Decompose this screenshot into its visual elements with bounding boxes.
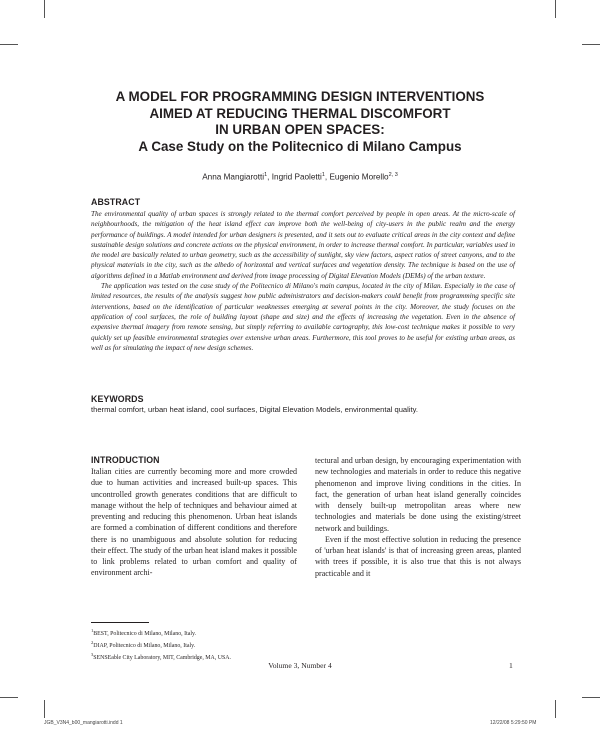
keywords-text: thermal comfort, urban heat island, cool surfaces, Digital Elevation Models, environmental quality.	[91, 405, 418, 414]
crop-mark	[555, 0, 556, 18]
print-slug-file: JGB_V3N4_b00_mangiarotti.indd 1	[44, 720, 123, 726]
author-name: Anna Mangiarotti	[202, 172, 265, 182]
keywords-heading: KEYWORDS	[91, 394, 144, 404]
paper-title	[90, 89, 510, 155]
author-affiliation-mark: 1	[321, 172, 325, 178]
footnote-text: SENSEable City Laboratory, MIT, Cambridge, MA, USA.	[93, 654, 232, 661]
footnote	[91, 627, 311, 639]
body-paragraph: tectural and urban design, by encouraging experimentation with new technologies and materials in order to reduce this negative phenomenon and improve living conditions in the cities. In fact, the generation of urban heat island generally coincides with densely built-up metropolitan areas where new technologies and materials be done using the existing/street network and buildings.	[315, 456, 521, 533]
body-paragraph: Even if the most effective solution in reducing the presence of 'urban heat islands' is that of increasing green areas, planted with trees if possible, it is also true that this is not always practicable and it	[315, 534, 521, 578]
page-number: 1	[509, 661, 513, 670]
title-line: A MODEL FOR PROGRAMMING DESIGN INTERVENTIONS	[115, 89, 485, 104]
body-paragraph: Italian cities are currently becoming more and more crowded due to human activities and increased built-up spaces. This uncontrolled growth generates conditions that are difficult to manage without the help of techniques and behaviour aimed at preventing and reducing this phenomenon. Urban heat islands are formed a combination of different conditions and therefore there is no unambiguous and absolute solution for reducing their effect. The study of the urban heat island makes it possible to link problems related to urban comfort and quality of environment archi-	[91, 467, 297, 578]
crop-mark	[0, 44, 18, 45]
footnote-text: DIAP, Politecnico di Milano, Milano, Italy.	[93, 642, 196, 649]
footnote-rule	[91, 622, 149, 623]
crop-mark	[0, 697, 18, 698]
subtitle-line: A Case Study on the Politecnico di Milano Campus	[138, 138, 462, 154]
author-name: Eugenio Morello	[329, 172, 389, 182]
footnote-mark: 3	[91, 651, 94, 657]
author-affiliation-mark: 1	[264, 172, 268, 178]
right-column	[315, 455, 521, 579]
left-column	[91, 466, 297, 579]
footnote-mark: 1	[91, 628, 94, 633]
crop-mark	[582, 697, 600, 698]
abstract-paragraph: The application was tested on the case study of the Politecnico di Milano's main campus, located in the city of Milan. Especially in the case of limited resources, the results of the analysis suggest how public administrators and decision-makers could benefit from programming specific site interventions, based on the identification of particular weaknesses emerging at several points in the city. Moreover, the study focuses on the application of cool surfaces, the role of building layout (shape and size) and the effects of increasing the vegetation. Even in the absence of expensive thermal imagery from remote sensing, but simply referring to available cartography, this low-cost technique makes it possible to very quickly set up feasible environmental strategies over extensive urban areas. Furthermore, this tool proves to be useful for existing urban areas, as well as for simulating the impact of new design schemes.	[91, 282, 515, 352]
author-separator: ,	[324, 172, 330, 182]
abstract-heading: ABSTRACT	[91, 197, 141, 207]
introduction-heading: INTRODUCTION	[91, 455, 160, 465]
abstract-paragraph: The environmental quality of urban spaces is strongly related to the thermal comfort perceived by people in open areas. At the micro-scale of neighbourhoods, the mitigation of the heat island effect can improve both the well-being of city-users in the public realm and the energy performance of buildings. A model intended for urban designers is presented, and it sets out to evaluate critical areas in the city context and define sustainable design solutions and concrete actions on the physical environment, in order to increase thermal comfort. In particular, variables used in the model are basically related to urban geometry, such as the accessibility of sunlight, sky view factors, aspect ratios of street canyons, and to the physical materials in the city, such as the albedo of horizontal and vertical surfaces and vegetation density. The technique is based on the use of algorithms defined in a Matlab environment and derived from image processing of Digital Elevation Models (DEMs) of the urban texture.	[91, 210, 515, 280]
crop-mark	[555, 700, 556, 718]
author-separator: ,	[267, 172, 272, 182]
author-name: Ingrid Paoletti	[271, 172, 322, 182]
author-affiliation-mark: 2, 3	[388, 172, 398, 178]
print-slug-timestamp: 12/22/08 5:29:50 PM	[490, 720, 537, 726]
title-line: IN URBAN OPEN SPACES:	[215, 122, 385, 138]
footnote	[91, 639, 311, 651]
abstract-body	[91, 209, 515, 353]
volume-issue: Volume 3, Number 4	[268, 661, 332, 670]
footnotes	[91, 627, 311, 663]
crop-mark	[582, 44, 600, 45]
footnote-mark: 2	[91, 639, 94, 645]
title-line: AIMED AT REDUCING THERMAL DISCOMFORT	[149, 105, 451, 121]
crop-mark	[44, 700, 45, 718]
crop-mark	[44, 0, 45, 18]
author-list	[90, 172, 510, 182]
footnote-text: BEST, Politecnico di Milano, Milano, Italy.	[93, 630, 196, 637]
